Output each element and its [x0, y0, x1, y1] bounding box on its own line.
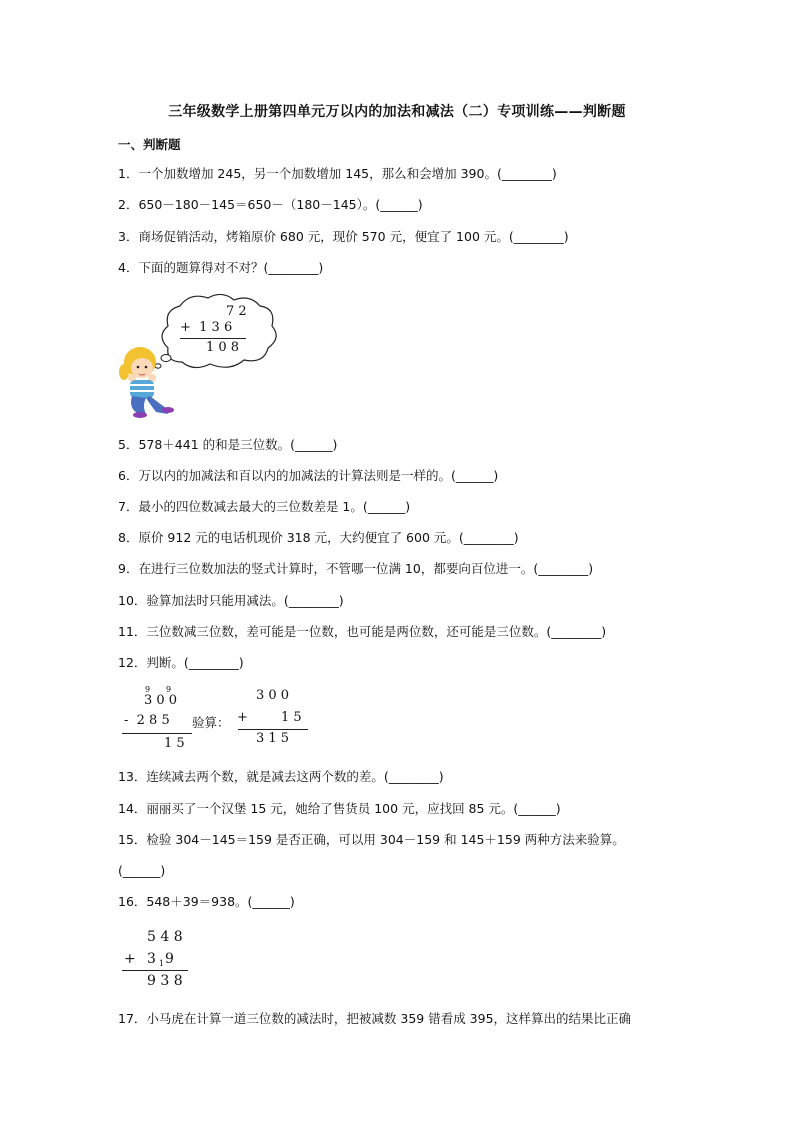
q12-check-label: 验算：: [192, 715, 230, 730]
q12-left-result: 1 5: [164, 736, 185, 751]
question-11: 11．三位数减三位数，差可能是一位数，也可能是两位数，还可能是三位数。(________): [118, 624, 607, 639]
question-14: 14．丽丽买了一个汉堡 15 元，她给了售货员 100 元，应找回 85 元。(______): [118, 801, 561, 816]
question-2: 2．650－180－145＝650－（180－145）。(______): [118, 197, 423, 212]
question-10: 10．验算加法时只能用减法。(________): [118, 593, 344, 608]
q12-carry-2: 9: [166, 685, 172, 694]
question-6: 6．万以内的加减法和百以内的加减法的计算法则是一样的。(______): [118, 468, 499, 483]
q16-row1: 5 4 8: [147, 929, 183, 945]
q12-right-row2: + 1 5: [237, 710, 302, 725]
question-12: 12．判断。(________): [118, 655, 244, 670]
question-7: 7．最小的四位数减去最大的三位数差是 1。(______): [118, 499, 411, 514]
q16-row2-digit-a: 3: [147, 951, 156, 967]
q16-rule: [122, 970, 188, 971]
question-4: 4．下面的题算得对不对？(________): [118, 260, 324, 275]
question-8: 8．原价 912 元的电话机现价 318 元，大约便宜了 600 元。(________): [118, 530, 519, 545]
question-5: 5．578＋441 的和是三位数。(______): [118, 437, 338, 452]
q4-result: 1 0 8: [206, 340, 240, 355]
q12-left-row1: 3 0 0: [144, 693, 178, 708]
question-3: 3．商场促销活动，烤箱原价 680 元，现价 570 元，便宜了 100 元。(________): [118, 229, 569, 244]
q16-row2-digit-b: 9: [165, 951, 174, 967]
question-1: 1．一个加数增加 245，另一个加数增加 145，那么和会增加 390。(________): [118, 166, 557, 181]
question-15-answer: (______): [118, 863, 166, 878]
q4-row2: + 1 3 6: [180, 320, 233, 335]
girl-thinking-illustration: [110, 292, 290, 420]
q12-right-rule: [238, 729, 308, 730]
q12-right-row1: 3 0 0: [256, 688, 290, 703]
question-17: 17．小马虎在计算一道三位数的减法时，把被减数 359 错看成 395，这样算出的结果比正确: [118, 1011, 632, 1026]
q4-rule: [180, 338, 246, 339]
section-heading: 一、判断题: [118, 137, 181, 152]
q4-row1: 7 2: [226, 304, 247, 319]
q12-carry-1: 9: [145, 685, 151, 694]
q12-right-result: 3 1 5: [256, 731, 290, 746]
question-13: 13．连续减去两个数，就是减去这两个数的差。(________): [118, 769, 444, 784]
page-title: 三年级数学上册第四单元万以内的加法和减法（二）专项训练——判断题: [168, 104, 626, 120]
question-16: 16．548＋39＝938。(______): [118, 894, 295, 909]
q12-left-rule: [122, 733, 192, 734]
question-15: 15．检验 304－145＝159 是否正确，可以用 304－159 和 145＋159 两种方法来验算。: [118, 832, 625, 847]
q16-row2-carry: 1: [159, 959, 165, 968]
q12-left-row2: - 2 8 5: [124, 713, 170, 728]
q16-result: 9 3 8: [147, 973, 183, 989]
q16-row2-op: +: [124, 951, 136, 967]
question-9: 9．在进行三位数加法的竖式计算时，不管哪一位满 10，都要向百位进一。(________): [118, 561, 594, 576]
